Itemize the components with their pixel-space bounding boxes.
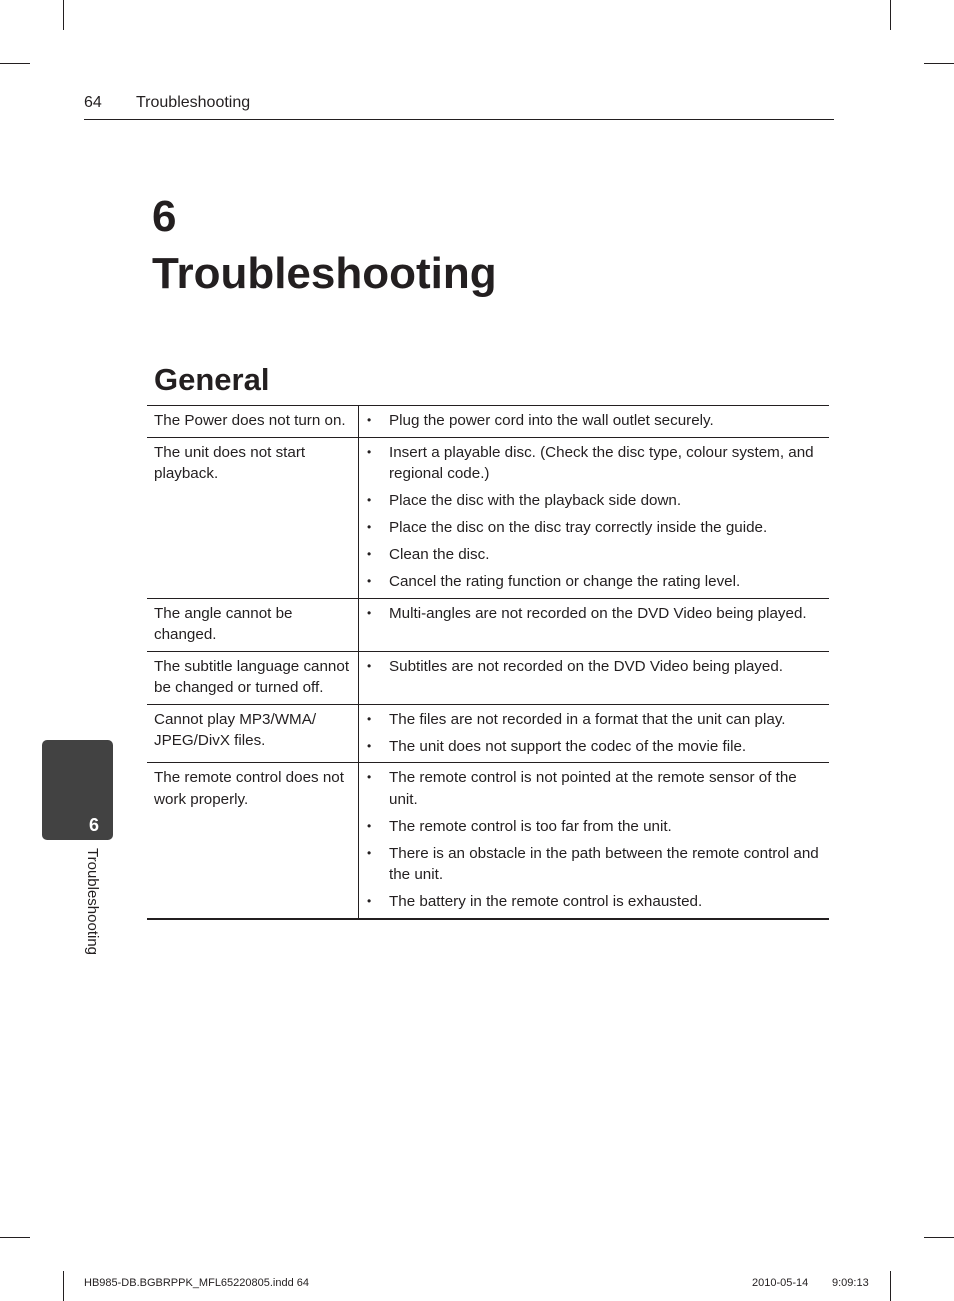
solution-list [367, 603, 821, 625]
page-header [84, 94, 834, 120]
chapter-tab-number: 6 [88, 815, 99, 835]
header-title: Troubleshooting [136, 94, 251, 111]
solution-item: • Place the disc with the playback side down. [367, 490, 821, 512]
crop-mark [0, 63, 30, 64]
solution-cell [359, 651, 830, 704]
problem-cell: The subtitle language cannot be changed or turned off. [147, 651, 359, 704]
solution-item: • Multi-angles are not recorded on the DVD Video being played. [367, 603, 821, 625]
footer-time: 9:09:13 [832, 1277, 869, 1289]
table-row [147, 704, 829, 763]
section-title: General [154, 362, 270, 397]
table-row [147, 763, 829, 919]
footer-file: HB985-DB.BGBRPPK_MFL65220805.indd 64 [84, 1277, 310, 1289]
footer-date: 2010-05-14 [752, 1277, 809, 1289]
solution-list [367, 767, 821, 913]
chapter-number: 6 [152, 192, 177, 241]
solution-item: • The battery in the remote control is exhausted. [367, 891, 821, 913]
solution-list [367, 442, 821, 593]
table-row [147, 651, 829, 704]
problem-cell: The Power does not turn on. [147, 406, 359, 438]
chapter-side-label [83, 848, 107, 978]
crop-mark [924, 63, 954, 64]
solution-cell [359, 406, 830, 438]
solution-item: • The remote control is too far from the unit. [367, 816, 821, 838]
problem-cell: The angle cannot be changed. [147, 598, 359, 651]
problem-cell: The remote control does not work properly. [147, 763, 359, 919]
crop-mark [63, 1271, 64, 1301]
table-row [147, 437, 829, 598]
table-row [147, 406, 829, 438]
solution-item: • The unit does not support the codec of the movie file. [367, 736, 821, 758]
crop-mark [63, 0, 64, 30]
solution-list [367, 410, 821, 432]
chapter-title: Troubleshooting [152, 249, 497, 298]
crop-mark [0, 1237, 30, 1238]
solution-item: • Clean the disc. [367, 544, 821, 566]
solution-item: • Subtitles are not recorded on the DVD Video being played. [367, 656, 821, 678]
solution-item: • The remote control is not pointed at the remote sensor of the unit. [367, 767, 821, 810]
troubleshooting-table [147, 405, 829, 920]
solution-cell [359, 598, 830, 651]
solution-item: • Place the disc on the disc tray correctly inside the guide. [367, 517, 821, 539]
problem-cell: The unit does not start playback. [147, 437, 359, 598]
crop-mark [890, 0, 891, 30]
chapter-side-label-text: Troubleshooting [84, 848, 101, 956]
solution-cell [359, 763, 830, 919]
solution-item: • There is an obstacle in the path between the remote control and the unit. [367, 843, 821, 886]
crop-mark [924, 1237, 954, 1238]
solution-cell [359, 437, 830, 598]
problem-cell: Cannot play MP3/WMA/ JPEG/DivX files. [147, 704, 359, 763]
solution-item: • Cancel the rating function or change the rating level. [367, 571, 821, 593]
solution-item: • Plug the power cord into the wall outlet securely. [367, 410, 821, 432]
crop-mark [890, 1271, 891, 1301]
solution-item: • Insert a playable disc. (Check the disc type, colour system, and regional code.) [367, 442, 821, 485]
solution-item: • The files are not recorded in a format that the unit can play. [367, 709, 821, 731]
solution-cell [359, 704, 830, 763]
solution-list [367, 709, 821, 758]
solution-list [367, 656, 821, 678]
chapter-tab [42, 740, 113, 840]
table-row [147, 598, 829, 651]
page-number: 64 [84, 94, 102, 111]
